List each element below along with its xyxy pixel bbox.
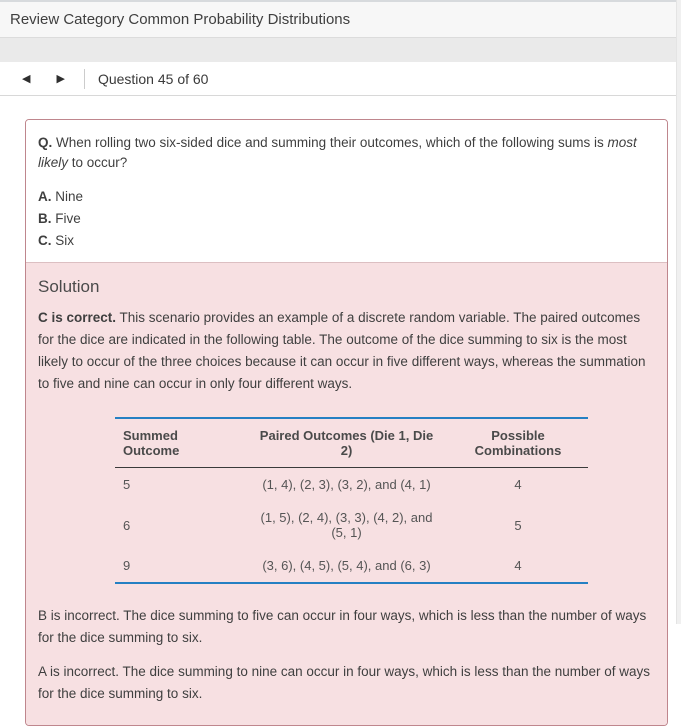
question-counter: Question 45 of 60 bbox=[97, 70, 209, 87]
option-letter: C. bbox=[38, 233, 52, 248]
cell-paired-outcomes: (1, 5), (2, 4), (3, 3), (4, 2), and (5, 1) bbox=[260, 510, 433, 540]
cell-paired-outcomes: (3, 6), (4, 5), (5, 4), and (6, 3) bbox=[262, 558, 431, 573]
outcomes-table bbox=[115, 417, 588, 584]
nav-divider bbox=[84, 69, 85, 89]
cell-possible-combinations: 4 bbox=[514, 558, 522, 573]
correct-answer-body: This scenario provides an example of a discrete random variable. The paired outcomes for the dice are indicated in the following table. The outcome of the dice summing to six is the most likely to occur of the three choices because it can occur in five different ways, whereas the summation to five and nine can occur in only four different ways. bbox=[38, 310, 646, 391]
outcomes-table-body bbox=[115, 468, 588, 584]
cell-possible-combinations: 4 bbox=[514, 477, 522, 492]
incorrect-a-explanation: A is incorrect. The dice summing to nine can occur in four ways, which is less than the number of ways for the dice summing to six. bbox=[38, 664, 651, 701]
solution-heading: Solution bbox=[38, 277, 100, 296]
cell-summed-outcome: 5 bbox=[123, 477, 131, 492]
question-text-after: to occur? bbox=[68, 155, 128, 170]
cell-summed-outcome: 9 bbox=[123, 558, 131, 573]
table-row bbox=[115, 468, 588, 502]
cell-paired-outcomes: (1, 4), (2, 3), (3, 2), and (4, 1) bbox=[262, 477, 431, 492]
cell-summed-outcome: 6 bbox=[123, 517, 131, 533]
correct-answer-lead: C is correct. bbox=[38, 310, 117, 325]
question-text-before: When rolling two six-sided dice and summing their outcomes, which of the following sums is bbox=[52, 135, 608, 150]
next-question-icon[interactable]: ▶ bbox=[50, 69, 70, 88]
question-text bbox=[38, 133, 655, 173]
question-section bbox=[26, 120, 667, 262]
question-card bbox=[25, 119, 668, 726]
answer-option-c bbox=[38, 230, 655, 252]
app-header bbox=[0, 2, 681, 38]
solution-section bbox=[26, 262, 667, 725]
column-header-paired-outcomes: Paired Outcomes (Die 1, Die 2) bbox=[245, 418, 448, 468]
previous-question-icon[interactable]: ◀ bbox=[16, 69, 36, 88]
header-spacer bbox=[0, 38, 681, 62]
column-header-possible-combinations: Possible Combinations bbox=[448, 418, 588, 468]
scrollbar-track[interactable] bbox=[676, 0, 681, 624]
incorrect-b-explanation: B is incorrect. The dice summing to five can occur in four ways, which is less than the number of ways for the dice summing to six. bbox=[38, 608, 647, 645]
question-nav-bar bbox=[0, 62, 681, 96]
option-text: Five bbox=[51, 211, 81, 226]
column-header-summed-outcome: Summed Outcome bbox=[115, 418, 245, 468]
question-prefix: Q. bbox=[38, 135, 53, 150]
question-emphasis: most likely bbox=[38, 135, 637, 170]
option-letter: B. bbox=[38, 211, 52, 226]
cell-possible-combinations: 5 bbox=[514, 517, 522, 533]
content-area bbox=[0, 119, 681, 726]
answer-option-b bbox=[38, 208, 655, 230]
option-letter: A. bbox=[38, 189, 52, 204]
option-text: Nine bbox=[51, 189, 84, 204]
option-text: Six bbox=[51, 233, 75, 248]
table-row bbox=[115, 549, 588, 583]
solution-explanation bbox=[38, 307, 655, 395]
table-row bbox=[115, 501, 588, 549]
answer-option-a bbox=[38, 186, 655, 208]
page-title: Review Category Common Probability Distributions bbox=[10, 11, 351, 28]
table-header-row bbox=[115, 418, 588, 468]
outcomes-table-head bbox=[115, 418, 588, 468]
